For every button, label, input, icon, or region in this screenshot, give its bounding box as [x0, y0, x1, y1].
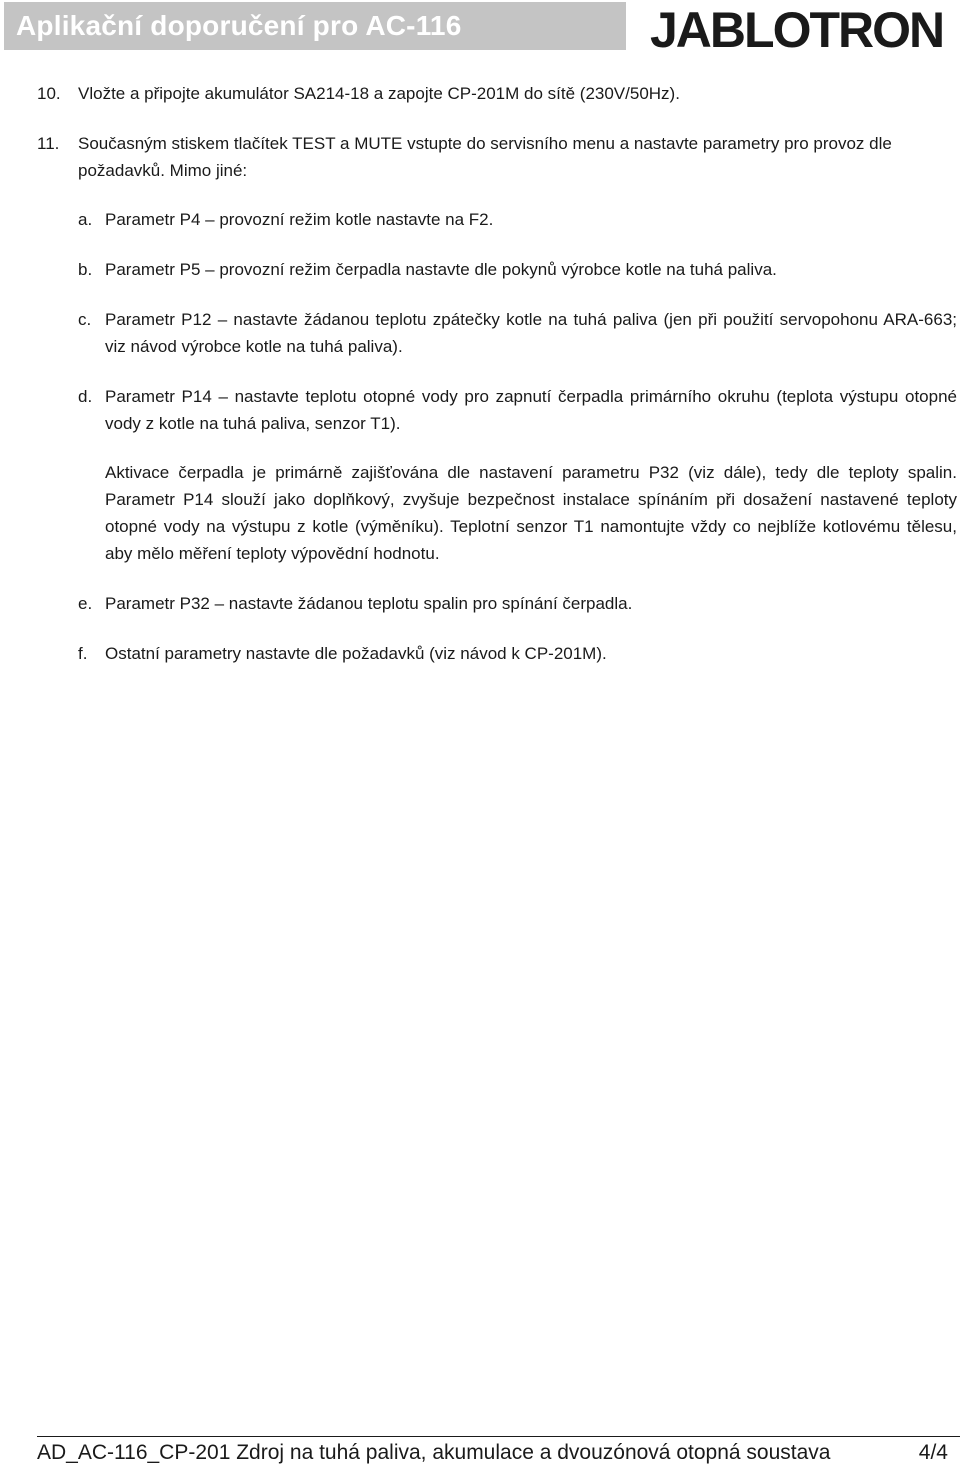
substep-letter: d.: [78, 387, 93, 406]
substep-letter: b.: [78, 260, 93, 279]
page-number: 4/4: [918, 1441, 948, 1464]
substep-letter: f.: [78, 644, 88, 663]
svg-text:JABLOTRON: JABLOTRON: [650, 2, 944, 52]
substep-letter: e.: [78, 594, 93, 613]
document-title: Aplikační doporučení pro AC-116: [16, 10, 462, 41]
footer-divider: [37, 1436, 960, 1437]
header-bar: [4, 2, 626, 50]
step-number: 10.: [37, 84, 61, 103]
footer-document-title: AD_AC-116_CP-201 Zdroj na tuhá paliva, akumulace a dvouzónová otopná soustava: [37, 1441, 831, 1464]
substep-letter: c.: [78, 310, 92, 329]
step-number: 11.: [37, 134, 60, 153]
substep-text: Parametr P12 – nastavte žádanou teplotu zpátečky kotle na tuhá paliva (jen při použití servopohonu ARA-663; viz návod výrobce kotle na tuhá paliva).: [105, 310, 957, 356]
jablotron-logo: [648, 2, 960, 52]
substep-text: Parametr P32 – nastavte žádanou teplotu spalin pro spínání čerpadla.: [105, 594, 633, 613]
substep-text: Parametr P5 – provozní režim čerpadla nastavte dle pokynů výrobce kotle na tuhá paliva.: [105, 260, 777, 279]
substep-text: Ostatní parametry nastavte dle požadavků (viz návod k CP-201M).: [105, 644, 607, 663]
substep-text: Parametr P14 – nastavte teplotu otopné vody pro zapnutí čerpadla primárního okruhu (teplota výstupu otopné vody z kotle na tuhá paliva, senzor T1).: [105, 387, 957, 433]
substep-letter: a.: [78, 210, 93, 229]
substep-text: Parametr P4 – provozní režim kotle nastavte na F2.: [105, 210, 494, 229]
step-text: Vložte a připojte akumulátor SA214-18 a zapojte CP-201M do sítě (230V/50Hz).: [78, 84, 680, 103]
substep-d-note: Aktivace čerpadla je primárně zajišťována dle nastavení parametru P32 (viz dále), tedy dle teploty spalin. Parametr P14 slouží jako doplňkový, zvyšuje bezpečnost instalace spínáním při dosažení nastavené teploty otopné vody na výstupu z kotle (výměníku). Teplotní senzor T1 namontujte vždy co nejblíže kotlovému tělesu, aby mělo měření teploty výpovědní hodnotu.: [105, 463, 957, 563]
step-text: Současným stiskem tlačítek TEST a MUTE vstupte do servisního menu a nastavte parametry pro provoz dle požadavků. Mimo jiné:: [78, 134, 892, 180]
